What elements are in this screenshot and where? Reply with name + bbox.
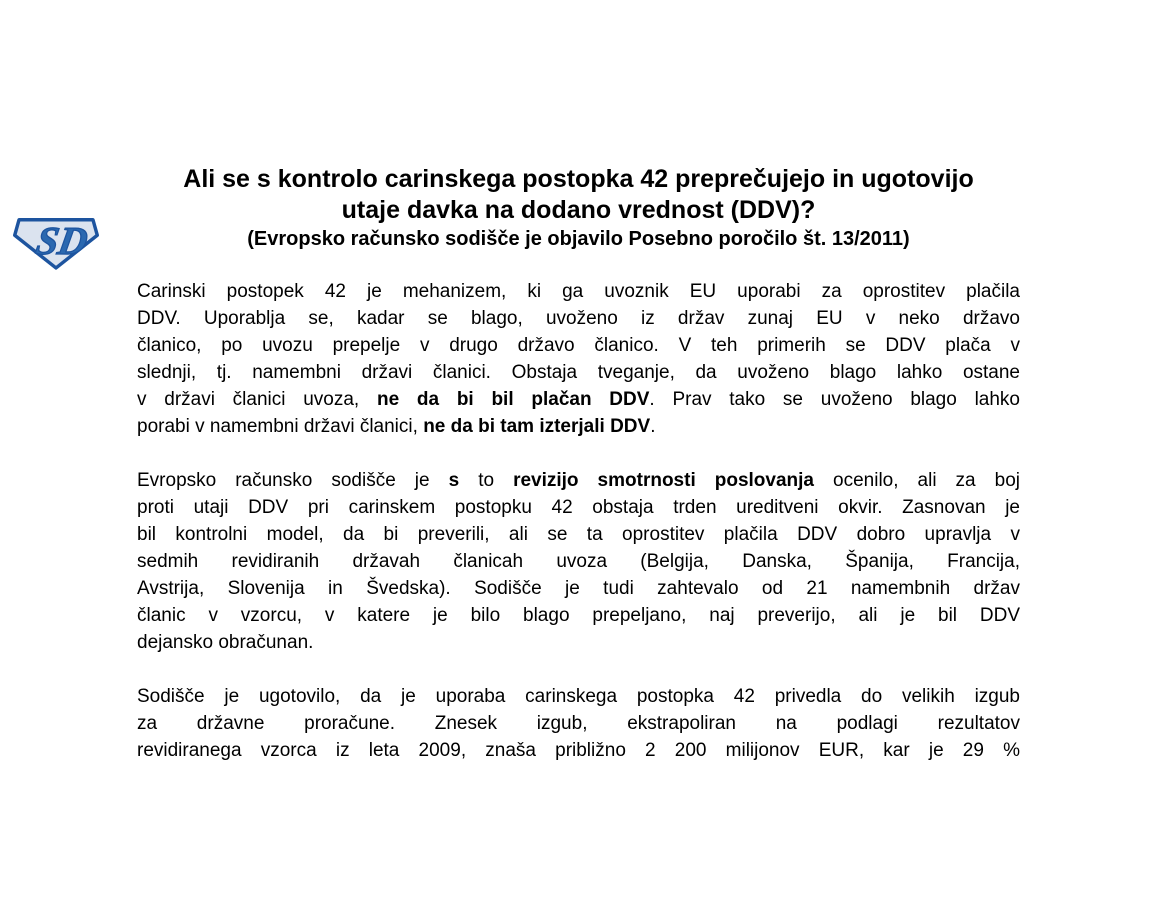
sd-shield-icon <box>13 216 99 270</box>
text-run: Carinski postopek 42 je mehanizem, ki ga uvoznik EU uporabi za oprostitev plačila <box>137 281 1020 302</box>
document-page <box>0 164 1157 907</box>
org-logo <box>13 216 99 270</box>
text-run: . <box>650 416 656 437</box>
text-line <box>137 413 1020 440</box>
doc-subtitle: (Evropsko računsko sodišče je objavilo Posebno poročilo št. 13/2011) <box>247 228 910 250</box>
text-run: za državne proračune. Znesek izgub, ekstrapoliran na podlagi rezultatov <box>137 713 1020 734</box>
doc-title-line2: utaje davka na dodano vrednost (DDV)? <box>341 196 816 224</box>
text-line <box>137 548 1020 575</box>
text-run: porabi v namembni državi članici, <box>137 416 424 437</box>
paragraph <box>137 467 1020 656</box>
text-line <box>137 521 1020 548</box>
paragraph <box>137 278 1020 440</box>
text-run: to <box>459 470 514 491</box>
logo-letters: SD <box>32 218 92 264</box>
doc-body <box>137 278 1020 764</box>
text-line <box>137 629 1020 656</box>
text-line <box>137 305 1020 332</box>
text-line <box>137 602 1020 629</box>
text-line <box>137 467 1020 494</box>
text-run: slednji, tj. namembni državi članici. Obstaja tveganje, da uvoženo blago lahko ostane <box>137 362 1020 383</box>
text-line <box>137 575 1020 602</box>
text-run: članico, po uvozu prepelje v drugo državo članico. V teh primerih se DDV plača v <box>137 335 1020 356</box>
text-line <box>137 386 1020 413</box>
text-run: Avstrija, Slovenija in Švedska). Sodišče je tudi zahtevalo od 21 namembnih držav <box>137 578 1020 599</box>
text-run: Evropsko računsko sodišče je <box>137 470 449 491</box>
text-run: bil kontrolni model, da bi preverili, ali se ta oprostitev plačila DDV dobro upravlja v <box>137 524 1020 545</box>
bold-text-run: ne da bi tam izterjali DDV <box>423 416 651 437</box>
text-run: sedmih revidiranih državah članicah uvoza (Belgija, Danska, Španija, Francija, <box>137 551 1020 572</box>
text-run: članic v vzorcu, v katere je bilo blago prepeljano, naj preverijo, ali je bil DDV <box>137 605 1020 626</box>
text-run: . Prav tako se uvoženo blago lahko <box>649 389 1020 410</box>
text-line <box>137 359 1020 386</box>
bold-text-run: revizijo smotrnosti poslovanja <box>513 470 814 491</box>
text-line <box>137 494 1020 521</box>
text-run: revidiranega vzorca iz leta 2009, znaša približno 2 200 milijonov EUR, kar je 29 % <box>137 740 1020 761</box>
text-run: dejansko obračunan. <box>137 632 314 653</box>
text-line <box>137 332 1020 359</box>
bold-text-run: s <box>448 470 460 491</box>
text-run: DDV. Uporablja se, kadar se blago, uvoženo iz držav zunaj EU v neko državo <box>137 308 1020 329</box>
text-line <box>137 278 1020 305</box>
text-run: Sodišče je ugotovilo, da je uporaba carinskega postopka 42 privedla do velikih izgub <box>137 686 1020 707</box>
text-line <box>137 710 1020 737</box>
text-line <box>137 737 1020 764</box>
text-line <box>137 683 1020 710</box>
text-run: ocenilo, ali za boj <box>814 470 1020 491</box>
doc-title-line1: Ali se s kontrolo carinskega postopka 42 preprečujejo in ugotovijo <box>183 165 974 193</box>
text-run: v državi članici uvoza, <box>137 389 377 410</box>
bold-text-run: ne da bi bil plačan DDV <box>376 389 650 410</box>
paragraph <box>137 683 1020 764</box>
text-run: proti utaji DDV pri carinskem postopku 42 obstaja trden ureditveni okvir. Zasnovan je <box>137 497 1020 518</box>
title-block <box>40 164 1117 252</box>
